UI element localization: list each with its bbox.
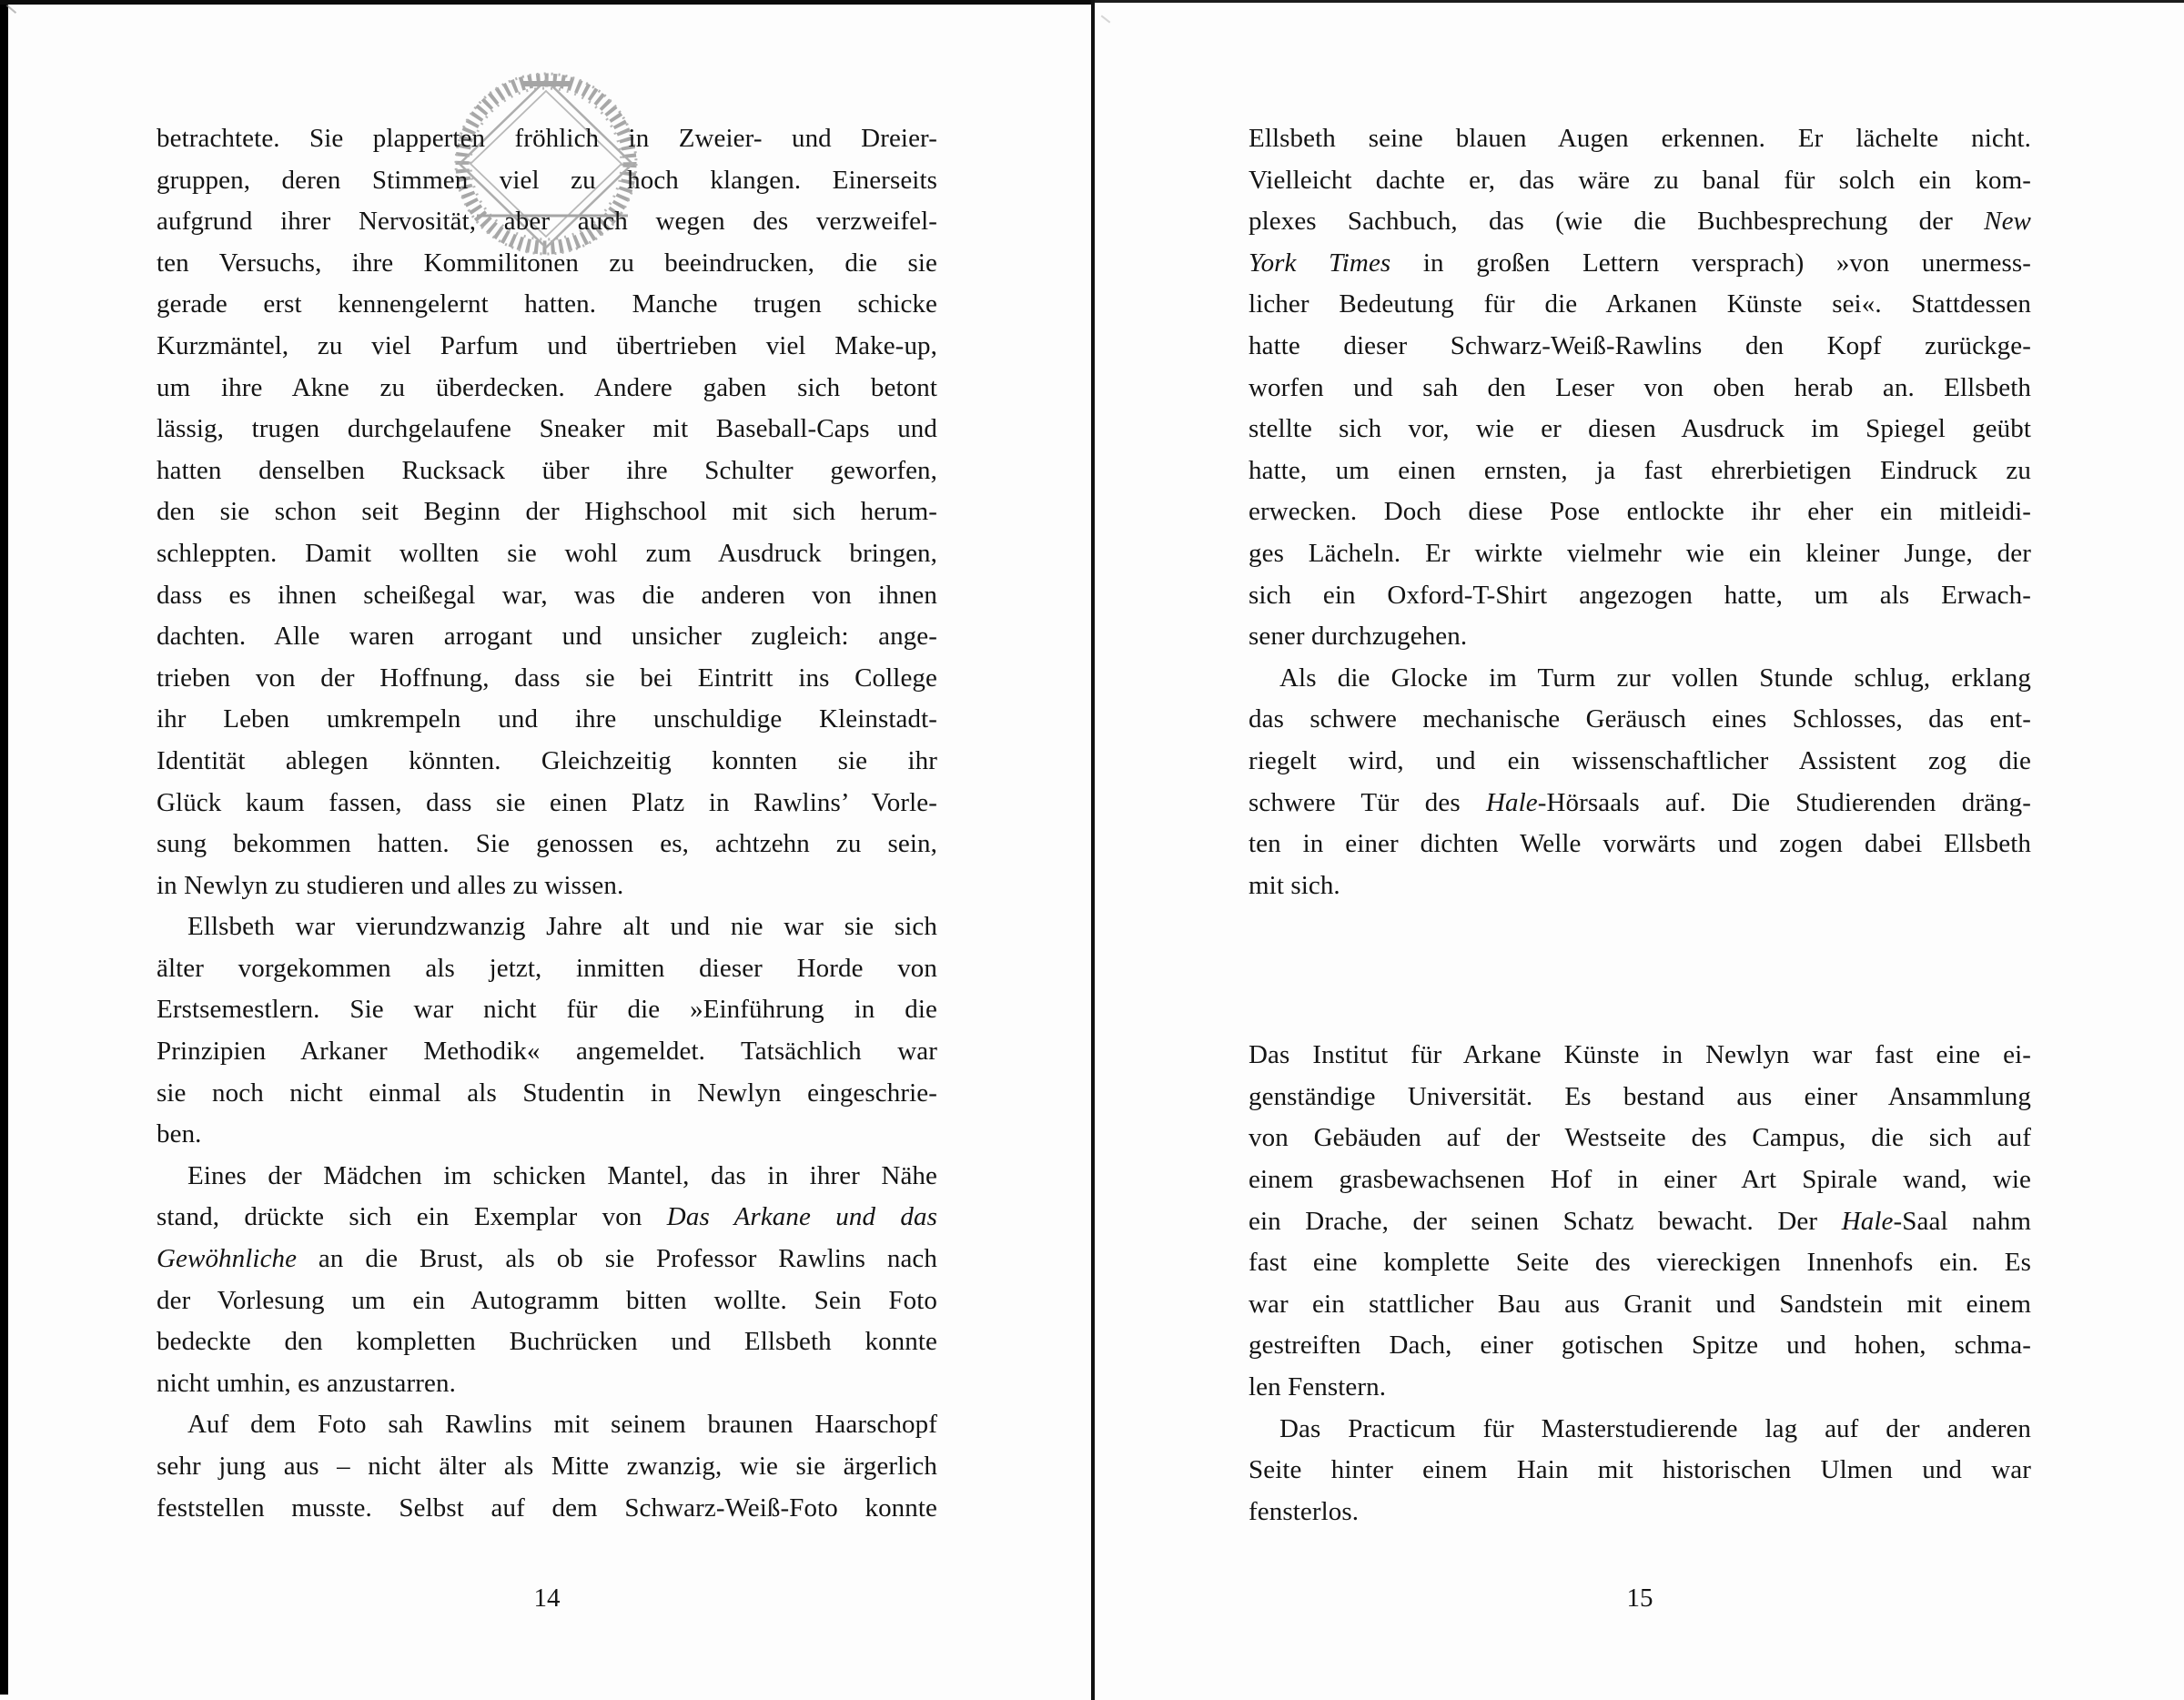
scan-top-rule-right bbox=[1094, 0, 2184, 3]
text-line: Das Practicum für Masterstudierende lag auf der anderen bbox=[1279, 1413, 2031, 1443]
text-line: riegelt wird, und ein wissenschaftlicher Assistent zog die bbox=[1249, 745, 2031, 775]
text-line: fensterlos. bbox=[1249, 1496, 1360, 1526]
text-line: nicht umhin, es anzustarren. bbox=[157, 1368, 456, 1398]
text-line: fast eine komplette Seite des viereckigen Innenhofs ein. Es bbox=[1249, 1248, 2031, 1278]
scan-artifact-mark bbox=[1101, 15, 1111, 24]
text-line: sich ein Oxford-T-Shirt angezogen hatte, um als Erwach- bbox=[1249, 580, 2031, 610]
text-line: genständige Universität. Es bestand aus einer Ansammlung bbox=[1249, 1081, 2031, 1111]
text-line: sehr jung aus – nicht älter als Mitte zwanzig, wie sie ärgerlich bbox=[157, 1452, 937, 1481]
text-line: Ellsbeth seine blauen Augen erkennen. Er lächelte nicht. bbox=[1249, 124, 2031, 153]
text-line: ges Lächeln. Er wirkte vielmehr wie ein kleiner Junge, der bbox=[1249, 538, 2031, 568]
text-line: York Times in großen Lettern versprach) »von unermess- bbox=[1249, 248, 2031, 278]
text-line: einem grasbewachsenen Hof in einer Art Spirale wand, wie bbox=[1249, 1165, 2031, 1195]
text-line: Gewöhnliche an die Brust, als ob sie Professor Rawlins nach bbox=[157, 1244, 937, 1274]
text-line: sung bekommen hatten. Sie genossen es, achtzehn zu sein, bbox=[157, 829, 937, 859]
text-line: ihr Leben umkrempeln und ihre unschuldige Kleinstadt- bbox=[157, 704, 937, 734]
scan-left-edge-bar bbox=[0, 0, 8, 1695]
text-line: Kurzmäntel, zu viel Parfum und übertrieben viel Make-up, bbox=[157, 330, 937, 360]
text-line: worfen und sah den Leser von oben herab an. Ellsbeth bbox=[1249, 372, 2031, 402]
text-line: licher Bedeutung für die Arkanen Künste sei«. Stattdessen bbox=[1249, 289, 2031, 319]
text-line: erwecken. Doch diese Pose entlockte ihr eher ein mitleidi- bbox=[1249, 497, 2031, 527]
text-line: Eines der Mädchen im schicken Mantel, das in ihrer Nähe bbox=[187, 1160, 937, 1190]
text-line: schleppten. Damit wollten sie wohl zum Ausdruck bringen, bbox=[157, 538, 937, 568]
text-line: Identität ablegen könnten. Gleichzeitig konnten sie ihr bbox=[157, 745, 937, 775]
text-line: trieben von der Hoffnung, dass sie bei Eintritt ins College bbox=[157, 663, 937, 693]
text-line: das schwere mechanische Geräusch eines Schlosses, das ent- bbox=[1249, 704, 2031, 734]
text-line: gerade erst kennengelernt hatten. Manche trugen schicke bbox=[157, 289, 937, 319]
text-line: ten Versuchs, ihre Kommilitonen zu beeindrucken, die sie bbox=[157, 248, 937, 278]
text-line: hatte dieser Schwarz-Weiß-Rawlins den Kopf zurückge- bbox=[1249, 330, 2031, 360]
text-line: stand, drückte sich ein Exemplar von Das Arkane und das bbox=[157, 1202, 937, 1232]
text-line: plexes Sachbuch, das (wie die Buchbesprechung der New bbox=[1249, 207, 2031, 237]
page-number-right: 15 bbox=[1626, 1584, 1653, 1613]
text-line: Seite hinter einem Hain mit historischen Ulmen und war bbox=[1249, 1455, 2031, 1485]
text-line: ein Drache, der seinen Schatz bewacht. Der Hale-Saal nahm bbox=[1249, 1206, 2031, 1236]
text-line: älter vorgekommen als jetzt, inmitten dieser Horde von bbox=[157, 953, 937, 983]
text-line: Ellsbeth war vierundzwanzig Jahre alt und nie war sie sich bbox=[187, 912, 937, 942]
text-line: Das Institut für Arkane Künste in Newlyn war fast eine ei- bbox=[1249, 1040, 2031, 1070]
scan-top-rule-left bbox=[0, 0, 1094, 5]
text-line: Als die Glocke im Turm zur vollen Stunde schlug, erklang bbox=[1279, 663, 2031, 693]
text-line: sie noch nicht einmal als Studentin in Newlyn eingeschrie- bbox=[157, 1078, 937, 1108]
text-line: Glück kaum fassen, dass sie einen Platz in Rawlins’ Vorle- bbox=[157, 787, 937, 817]
text-line: feststellen musste. Selbst auf dem Schwarz-Weiß-Foto konnte bbox=[157, 1493, 937, 1523]
text-line: den sie schon seit Beginn der Highschool mit sich herum- bbox=[157, 497, 937, 527]
text-line: gestreiften Dach, einer gotischen Spitze und hohen, schma- bbox=[1249, 1331, 2031, 1361]
text-line: schwere Tür des Hale-Hörsaals auf. Die Studierenden dräng- bbox=[1249, 787, 2031, 817]
page-left-text bbox=[157, 118, 937, 1529]
text-line: Vielleicht dachte er, das wäre zu banal für solch ein kom- bbox=[1249, 165, 2031, 195]
text-line: dachten. Alle waren arrogant und unsicher zugleich: ange- bbox=[157, 622, 937, 652]
page-right-text bbox=[1249, 118, 2031, 1533]
text-line: stellte sich vor, wie er diesen Ausdruck im Spiegel geübt bbox=[1249, 414, 2031, 444]
text-line: aufgrund ihrer Nervosität, aber auch wegen des verzweifel- bbox=[157, 207, 937, 237]
text-line: sener durchzugehen. bbox=[1249, 622, 1468, 652]
text-line: ben. bbox=[157, 1119, 202, 1149]
text-line: in Newlyn zu studieren und alles zu wissen. bbox=[157, 870, 624, 900]
text-line: hatte, um einen ernsten, ja fast ehrerbietigen Eindruck zu bbox=[1249, 455, 2031, 485]
text-line: war ein stattlicher Bau aus Granit und Sandstein mit einem bbox=[1249, 1289, 2031, 1319]
text-line: von Gebäuden auf der Westseite des Campus, die sich auf bbox=[1249, 1123, 2031, 1153]
text-line: hatten denselben Rucksack über ihre Schulter geworfen, bbox=[157, 455, 937, 485]
text-line: len Fenstern. bbox=[1249, 1372, 1387, 1402]
text-line: gruppen, deren Stimmen viel zu hoch klangen. Einerseits bbox=[157, 165, 937, 195]
text-line: mit sich. bbox=[1249, 870, 1340, 900]
text-line: Erstsemestlern. Sie war nicht für die »Einführung in die bbox=[157, 995, 937, 1025]
text-line: Prinzipien Arkaner Methodik« angemeldet. Tatsächlich war bbox=[157, 1037, 937, 1067]
text-line: bedeckte den kompletten Buchrücken und Ellsbeth konnte bbox=[157, 1327, 937, 1357]
text-line: der Vorlesung um ein Autogramm bitten wollte. Sein Foto bbox=[157, 1285, 937, 1315]
text-line: Auf dem Foto sah Rawlins mit seinem braunen Haarschopf bbox=[187, 1410, 937, 1440]
text-line: betrachtete. Sie plapperten fröhlich in Zweier- und Dreier- bbox=[157, 124, 937, 153]
text-line: ten in einer dichten Welle vorwärts und zogen dabei Ellsbeth bbox=[1249, 829, 2031, 859]
page-number-left: 14 bbox=[533, 1584, 561, 1613]
text-line: lässig, trugen durchgelaufene Sneaker mit Baseball-Caps und bbox=[157, 414, 937, 444]
text-line: um ihre Akne zu überdecken. Andere gaben sich betont bbox=[157, 372, 937, 402]
page-gutter-divider bbox=[1091, 0, 1095, 1700]
section-break-gap bbox=[1249, 906, 2031, 1035]
text-line: dass es ihnen scheißegal war, was die anderen von ihnen bbox=[157, 580, 937, 610]
